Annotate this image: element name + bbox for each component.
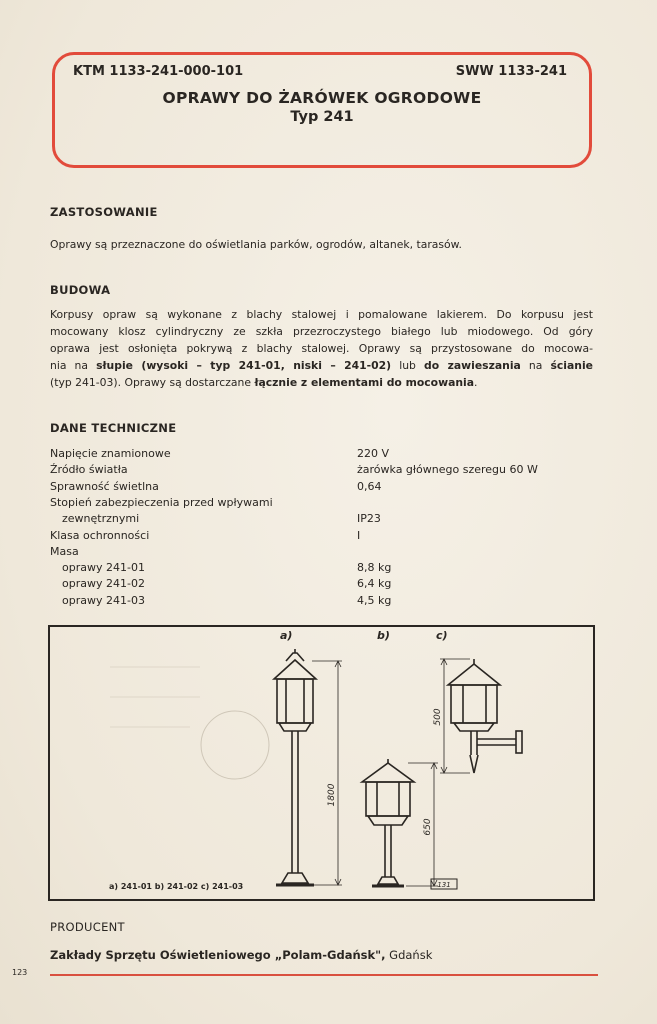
budowa-text [50,306,593,391]
budowa-text-segment: lub [391,359,425,372]
spec-label: Klasa ochronności [50,528,150,542]
header-box [52,52,592,168]
producer-label: PRODUCENT [50,920,125,934]
spec-label: zewnętrznymi [62,512,140,526]
dim-1800: 1800 [327,783,337,807]
budowa-text-segment: Korpusy opraw są wykonane z blachy stalowej i pomalowane lakierem. Do korpusu jest [50,308,593,321]
figure-caption: a) 241-01 b) 241-02 c) 241-03 [109,882,244,891]
spec-label: oprawy 241-01 [62,561,145,575]
document-title: OPRAWY DO ŻARÓWEK OGRODOWE [162,89,482,107]
producer-company: Zakłady Sprzętu Oświetleniowego „Polam-Gdańsk", [50,948,386,962]
budowa-text-segment: nia na [50,359,97,372]
budowa-text-segment: na [520,359,551,372]
spec-row [50,577,595,593]
spec-row [50,463,595,479]
lamp-a-drawing [274,649,316,885]
budowa-text-segment: (typ 241-03). Oprawy są dostarczane [50,376,255,389]
spec-label: oprawy 241-02 [62,577,145,591]
spec-value: 4,5 kg [357,593,392,607]
lamp-b-drawing [362,759,414,886]
spec-value: I [357,528,361,542]
spec-row [50,496,595,512]
budowa-line [50,374,593,391]
lamp-figure [48,625,595,901]
budowa-line [50,340,593,357]
spec-row [50,512,595,528]
producer-city: Gdańsk [385,948,433,962]
label-c: c) [436,629,448,642]
zastosowanie-heading: ZASTOSOWANIE [50,205,158,219]
figure-ref: 131 [437,881,451,889]
budowa-line [50,306,593,323]
page-number: 123 [12,968,28,977]
spec-value: żarówka głównego szeregu 60 W [357,463,538,477]
spec-value: 0,64 [357,479,382,493]
spec-label: Źródło światła [50,463,128,477]
budowa-bold-text: do zawieszania [424,359,521,372]
dane-heading: DANE TECHNICZNE [50,421,177,435]
lamp-c-drawing [448,659,522,773]
spec-row [50,447,595,463]
budowa-text-segment: oprawa jest osłonięta pokrywą z blachy stalowej. Oprawy są przystosowane do mocowa- [50,342,593,355]
spec-row [50,594,595,610]
spec-value: 8,8 kg [357,561,392,575]
dim-650: 650 [423,818,433,836]
zastosowanie-line: Oprawy są przeznaczone do oświetlania parków, ogrodów, altanek, tarasów. [50,238,462,251]
spec-value: IP23 [357,512,381,526]
spec-label: Stopień zabezpieczenia przed wpływami [50,495,273,509]
spec-value: 220 V [357,447,390,460]
budowa-text-segment: mocowany klosz cylindryczny ze szkła przezroczystego białego lub miodowego. Od góry [50,325,593,338]
ktm-code: KTM 1133-241-000-101 [73,64,244,79]
lamp-drawing [50,627,593,899]
spec-row [50,480,595,496]
budowa-line [50,357,593,374]
zastosowanie-text [50,236,593,253]
budowa-bold-text: słupie (wysoki – typ 241-01, niski – 241-02) [96,359,392,372]
spec-row [50,529,595,545]
budowa-line [50,323,593,340]
bottom-rule [50,974,598,976]
spec-label: Masa [50,544,79,558]
label-a: a) [280,629,293,642]
spec-label: oprawy 241-03 [62,593,145,607]
spec-row [50,561,595,577]
spec-value: 6,4 kg [357,577,392,591]
spec-row [50,545,595,561]
producer-name [50,948,432,962]
document-subtitle: Typ 241 [290,109,354,125]
budowa-text-segment: . [474,376,478,389]
budowa-bold-text: łącznie z elementami do mocowania [254,376,475,389]
label-b: b) [377,629,390,642]
spec-label: Napięcie znamionowe [50,447,171,460]
spec-label: Sprawność świetlna [50,479,159,493]
budowa-heading: BUDOWA [50,283,111,297]
budowa-bold-text: ścianie [550,359,593,372]
dim-500: 500 [433,708,443,726]
sww-code: SWW 1133-241 [455,64,567,79]
